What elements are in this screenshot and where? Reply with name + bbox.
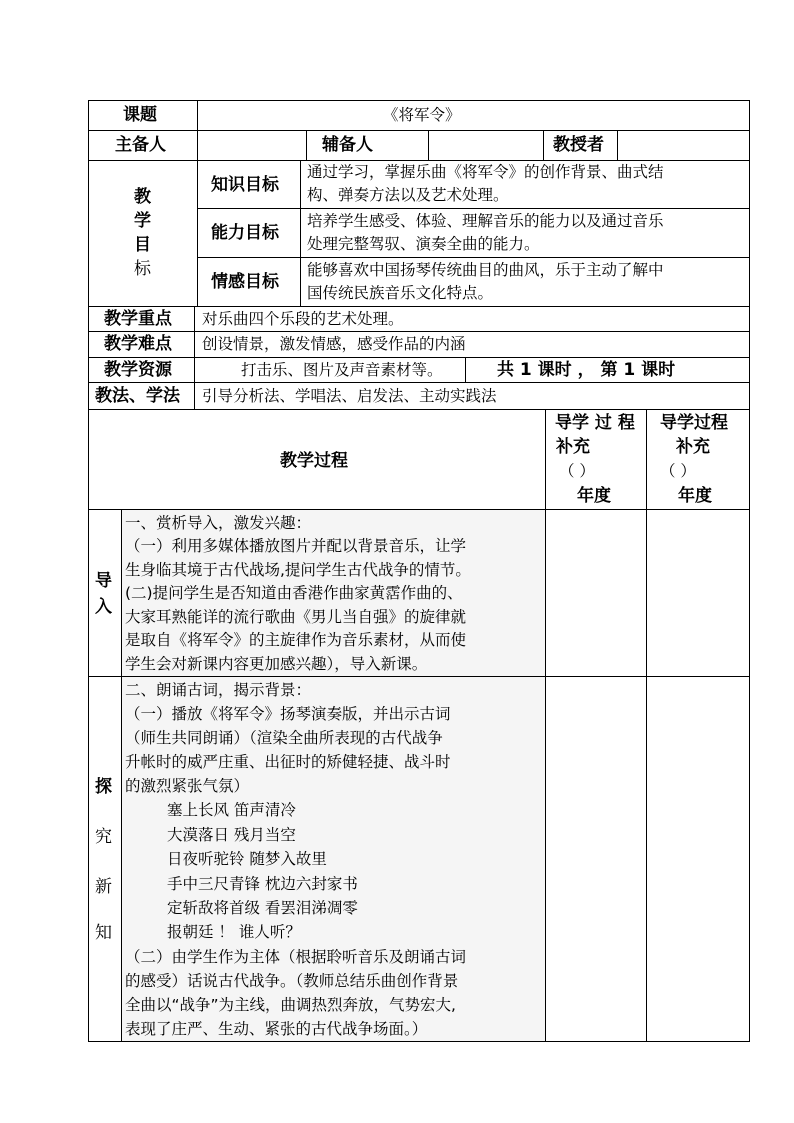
supplement-col1-line: 年度 — [577, 486, 611, 506]
knowledge-goal-label: 知识目标 — [211, 175, 279, 195]
explore-line: 的激烈紧张气氛） — [125, 777, 250, 795]
poem-line: 塞上长风 笛声清冷 — [167, 801, 296, 819]
rule — [88, 676, 750, 677]
rule — [88, 357, 750, 358]
goals-side-char: 标 — [134, 259, 151, 279]
supplement-col2-line: 年度 — [678, 486, 712, 506]
intro-line: 学生会对新课内容更加感兴趣），导入新课。 — [125, 655, 428, 673]
intro-line: 是取自《将军令》的主旋律作为音乐素材，从而使 — [125, 631, 467, 649]
rule — [121, 509, 122, 1042]
method-label: 教法、学法 — [95, 386, 180, 406]
explore-line: 升帐时的威严庄重、出征时的矫健轻捷、战斗时 — [125, 753, 451, 771]
rule — [306, 130, 307, 161]
method-value: 引导分析法、学唱法、启发法、主动实践法 — [202, 387, 497, 405]
poem-line: 手中三尺青锋 枕边六封家书 — [167, 875, 358, 893]
explore-side-char: 知 — [95, 923, 112, 943]
key-label: 教学重点 — [104, 309, 172, 329]
rule — [197, 208, 750, 209]
rule — [543, 130, 544, 161]
poem-line: 报朝廷 ！ 谁人听？ — [167, 923, 301, 941]
rule — [197, 257, 750, 258]
ability-goal-label: 能力目标 — [211, 223, 279, 243]
rule — [300, 160, 301, 307]
goals-side-char: 目 — [134, 235, 151, 255]
rule — [88, 409, 750, 410]
resource-value: 打击乐、图片及声音素材等。 — [241, 361, 443, 379]
explore-line: （师生共同朗诵）（渲染全曲所表现的古代战争 — [125, 729, 443, 747]
topic-value: 《将军令》 — [383, 106, 461, 124]
difficulty-label: 教学难点 — [104, 334, 172, 354]
explore-side-char: 探 — [95, 777, 112, 797]
rule — [88, 306, 750, 307]
supplement-col2-line: 导学过程 — [660, 413, 728, 433]
explore-side-char: 新 — [95, 877, 112, 897]
knowledge-goal-line: 构、弹奏方法以及艺术处理。 — [307, 186, 509, 204]
poem-line: 日夜听驼铃 随梦入故里 — [167, 850, 327, 868]
intro-side-char: 入 — [95, 597, 112, 617]
explore-line: 二、朗诵古词，揭示背景： — [125, 681, 312, 699]
rule — [197, 100, 198, 307]
preparer-label: 主备人 — [115, 135, 166, 155]
rule — [646, 409, 647, 1042]
process-title: 教学过程 — [280, 451, 348, 471]
emotion-goal-label: 情感目标 — [211, 272, 279, 292]
intro-line: 大家耳熟能详的流行歌曲《男儿当自强》的旋律就 — [125, 608, 467, 626]
rule — [194, 306, 195, 410]
emotion-goal-line: 能够喜欢中国扬琴传统曲目的曲风，乐于主动了解中 — [307, 261, 664, 279]
ability-goal-line: 培养学生感受、体验、理解音乐的能力以及通过音乐 — [307, 212, 664, 230]
assistant-label: 辅备人 — [322, 135, 373, 155]
intro-side-char: 导 — [95, 571, 112, 591]
intro-line: （一）利用多媒体播放图片并配以背景音乐，让学 — [125, 537, 467, 555]
explore-line: 表现了庄严、生动、紧张的古代战争场面。） — [125, 1020, 428, 1038]
rule — [88, 100, 750, 101]
supplement-col1-line: （ ） — [559, 462, 595, 480]
ability-goal-line: 处理完整驾驭、演奏全曲的能力。 — [307, 235, 540, 253]
hours-value: 共 1 课时 ， 第 1 课时 — [497, 360, 676, 380]
rule — [617, 130, 618, 161]
rule — [428, 130, 429, 161]
supplement-col1-line: 补充 — [556, 437, 590, 457]
goals-side-char: 学 — [134, 211, 151, 231]
rule — [88, 100, 89, 1042]
intro-line: 一、赏析导入，激发兴趣： — [125, 514, 312, 532]
explore-line: 全曲以“战争”为主线，曲调热烈奔放，气势宏大, — [125, 996, 456, 1014]
teacher-label: 教授者 — [553, 135, 604, 155]
knowledge-goal-line: 通过学习，掌握乐曲《将军令》的创作背景、曲式结 — [307, 163, 664, 181]
intro-line: (二)提问学生是否知道由香港作曲家黄霑作曲的、 — [125, 584, 463, 602]
goals-side-char: 教 — [134, 187, 151, 207]
topic-label: 课题 — [123, 105, 157, 125]
rule — [88, 382, 750, 383]
resource-label: 教学资源 — [104, 360, 172, 380]
poem-line: 大漠落日 残月当空 — [167, 826, 296, 844]
rule — [88, 130, 750, 131]
intro-line: 生身临其境于古代战场,提问学生古代战争的情节。 — [125, 561, 471, 579]
explore-line: 的感受）话说古代战争。（教师总结乐曲创作背景 — [125, 972, 459, 990]
explore-line: （二）由学生作为主体（根据聆听音乐及朗诵古词 — [125, 948, 467, 966]
difficulty-value: 创设情景，激发情感，感受作品的内涵 — [202, 335, 466, 353]
rule — [465, 357, 466, 383]
rule — [545, 409, 546, 1042]
key-value: 对乐曲四个乐段的艺术处理。 — [202, 310, 404, 328]
rule — [88, 1041, 750, 1042]
explore-side-char: 究 — [95, 827, 112, 847]
emotion-goal-line: 国传统民族音乐文化特点。 — [307, 284, 494, 302]
rule — [88, 509, 750, 510]
supplement-col1-line: 导学 过 程 — [555, 413, 635, 433]
explore-line: （一）播放《将军令》扬琴演奏版，并出示古词 — [125, 705, 451, 723]
rule — [88, 331, 750, 332]
poem-line: 定斩敌将首级 看罢泪涕凋零 — [167, 899, 358, 917]
supplement-col2-line: （ ） — [660, 462, 696, 480]
rule — [749, 100, 750, 1042]
supplement-col2-line: 补充 — [676, 437, 710, 457]
